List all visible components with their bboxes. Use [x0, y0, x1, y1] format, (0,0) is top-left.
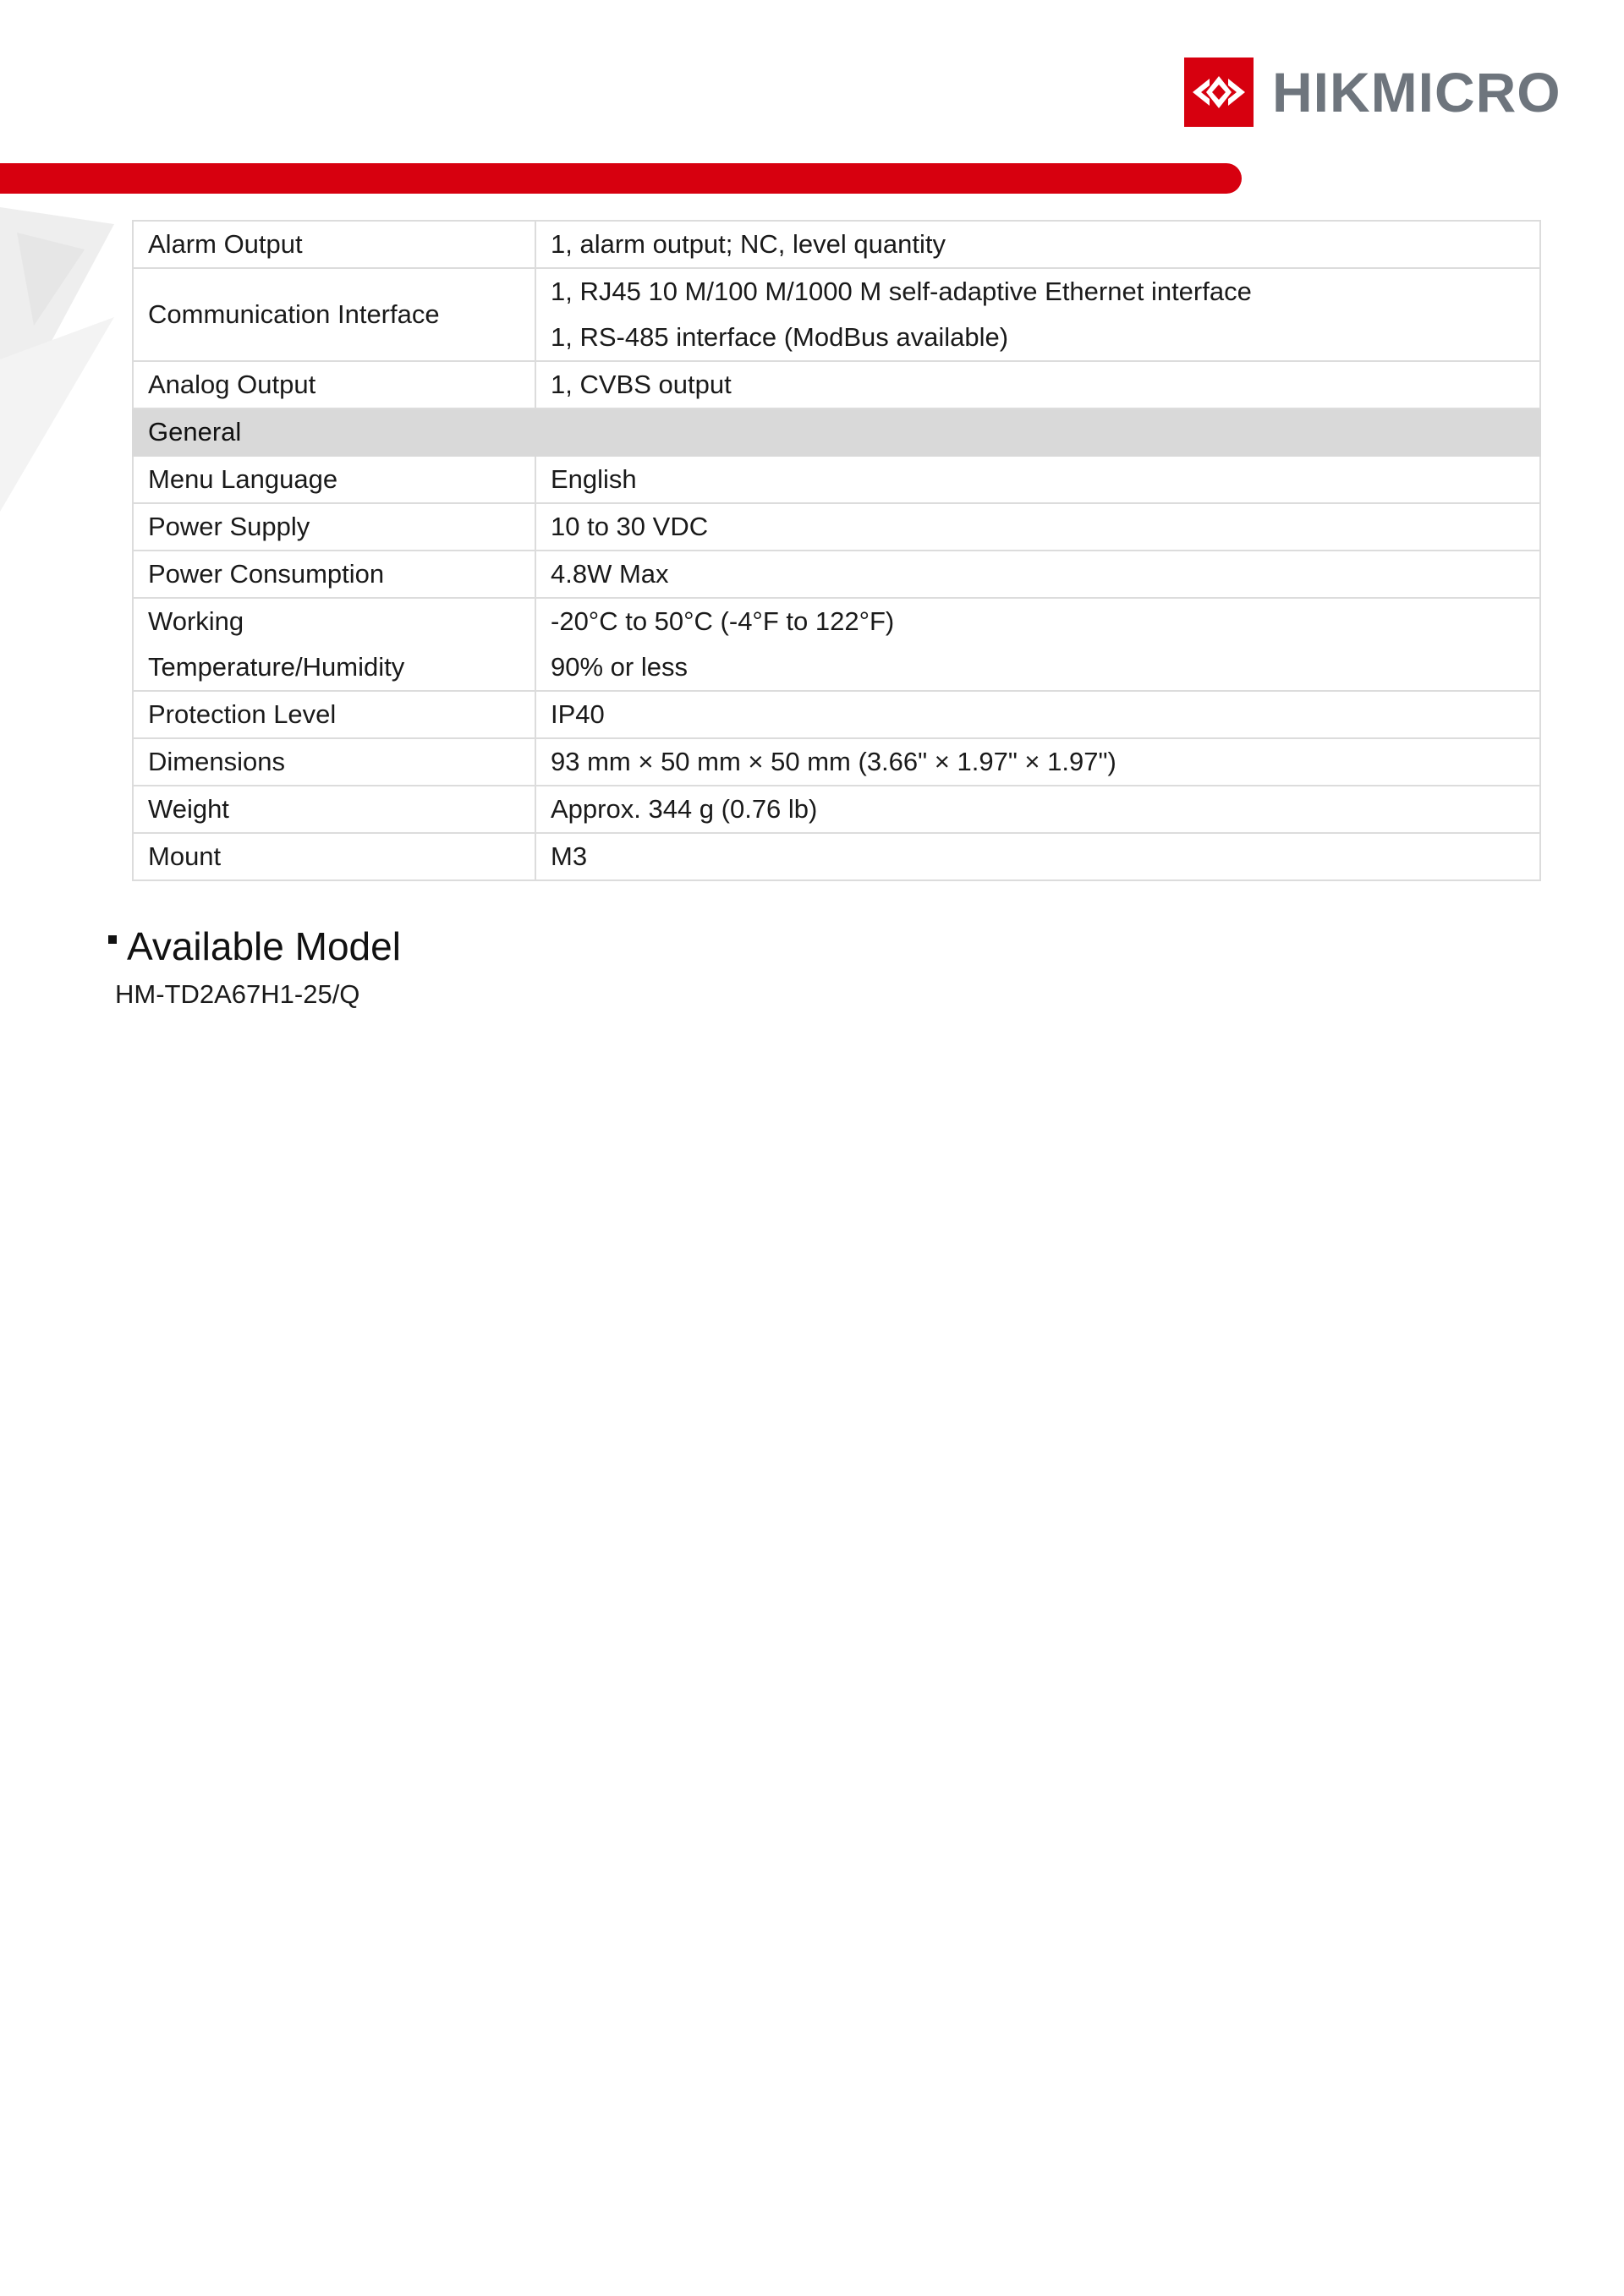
- spec-label: Power Supply: [133, 503, 535, 551]
- header-red-band: [0, 163, 1242, 194]
- table-row: [133, 786, 1540, 833]
- section-header: General: [133, 408, 1540, 456]
- spec-value: [535, 786, 1540, 833]
- table-row: [133, 361, 1540, 408]
- spec-label-line: Temperature/Humidity: [148, 652, 405, 682]
- spec-value-line: 1, RJ45 10 M/100 M/1000 M self-adaptive Ethernet interface: [551, 277, 1252, 306]
- spec-value: [535, 268, 1540, 361]
- spec-label: Alarm Output: [133, 221, 535, 268]
- spec-label: Communication Interface: [133, 268, 535, 361]
- decorative-shard-graphic: [0, 199, 118, 520]
- available-model-value: HM-TD2A67H1-25/Q: [115, 979, 360, 1009]
- table-row: [133, 503, 1540, 551]
- spec-value: [535, 691, 1540, 738]
- brand-name: HIKMICRO: [1272, 61, 1561, 123]
- spec-label: Mount: [133, 833, 535, 880]
- spec-value: [535, 456, 1540, 503]
- spec-label: Analog Output: [133, 361, 535, 408]
- brand-logo: [1184, 56, 1561, 129]
- spec-value: [535, 503, 1540, 551]
- spec-value: [535, 361, 1540, 408]
- spec-label: Power Consumption: [133, 551, 535, 598]
- spec-label: Menu Language: [133, 456, 535, 503]
- table-row: [133, 738, 1540, 786]
- spec-label: Protection Level: [133, 691, 535, 738]
- spec-value-line: 4.8W Max: [551, 559, 669, 589]
- available-model-title: Available Model: [127, 924, 401, 968]
- table-row: [133, 221, 1540, 268]
- specification-table: [132, 220, 1541, 881]
- section-header-row: [133, 408, 1540, 456]
- spec-value-line: 90% or less: [551, 652, 688, 682]
- spec-value-line: English: [551, 464, 637, 494]
- spec-label: [133, 598, 535, 691]
- spec-value: [535, 598, 1540, 691]
- table-row: [133, 691, 1540, 738]
- spec-value: [535, 221, 1540, 268]
- spec-value-line: -20°C to 50°C (-4°F to 122°F): [551, 606, 895, 636]
- spec-value-line: 1, CVBS output: [551, 370, 732, 399]
- spec-value-line: M3: [551, 841, 588, 871]
- available-model-heading: [108, 923, 401, 970]
- spec-value-line: 10 to 30 VDC: [551, 512, 709, 541]
- spec-value-line: 93 mm × 50 mm × 50 mm (3.66" × 1.97" × 1.97"): [551, 747, 1116, 776]
- spec-value: [535, 833, 1540, 880]
- spec-value-line: 1, alarm output; NC, level quantity: [551, 229, 946, 259]
- table-row: [133, 833, 1540, 880]
- spec-label: Weight: [133, 786, 535, 833]
- table-row: [133, 268, 1540, 361]
- table-row: [133, 551, 1540, 598]
- spec-value-line: 1, RS-485 interface (ModBus available): [551, 322, 1009, 352]
- hikmicro-logo-icon: [1184, 58, 1254, 127]
- spec-value-line: Approx. 344 g (0.76 lb): [551, 794, 818, 824]
- spec-label: Dimensions: [133, 738, 535, 786]
- spec-value: [535, 738, 1540, 786]
- square-bullet-icon: [108, 935, 117, 944]
- table-row: [133, 598, 1540, 691]
- table-row: [133, 456, 1540, 503]
- spec-value-line: IP40: [551, 699, 605, 729]
- spec-label-line: Working: [148, 606, 244, 636]
- specification-table-body: [133, 221, 1540, 880]
- spec-value: [535, 551, 1540, 598]
